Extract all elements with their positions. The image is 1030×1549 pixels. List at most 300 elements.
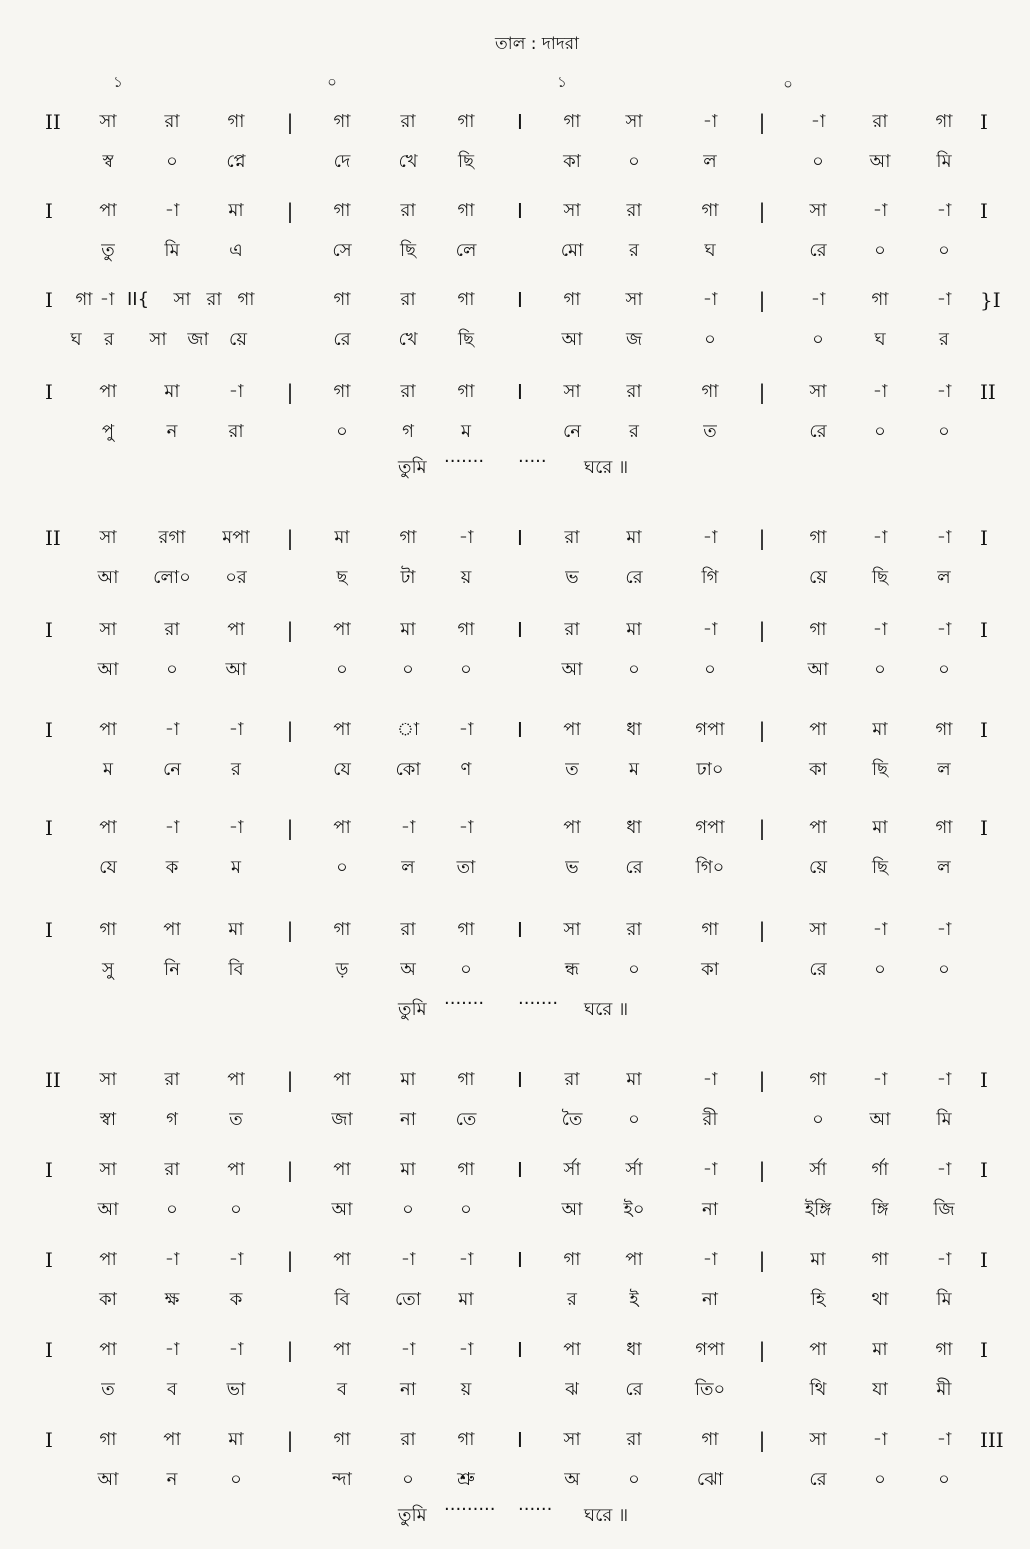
barline: | (758, 816, 766, 840)
swara-note: রা (626, 381, 642, 402)
barline: | (758, 110, 766, 134)
lyric-syllable: গি (701, 567, 719, 588)
barline: | (286, 918, 294, 942)
swara-note: র্গা (871, 1159, 889, 1180)
swara-note: -া (228, 817, 244, 838)
swara-note: -া (400, 817, 416, 838)
lyric-syllable: ০ (874, 421, 886, 442)
swara-note: গা (701, 381, 719, 402)
lyric-syllable: মা (458, 1289, 474, 1310)
lyric-syllable: জা (187, 329, 209, 350)
swara-note: রা (400, 289, 416, 310)
lyric-syllable: মি (164, 240, 180, 261)
swara-note: পা (563, 719, 581, 740)
swara-note: ধা (626, 1339, 642, 1360)
swara-note: মা (810, 1249, 826, 1270)
swara-note: ধা (626, 817, 642, 838)
lyric-syllable: জ (625, 329, 643, 350)
lyric-syllable: ০ (166, 1199, 178, 1220)
refrain-word: তুমি (398, 457, 427, 478)
lyric-syllable: মি (936, 1109, 952, 1130)
swara-note: মা (228, 919, 244, 940)
lyric-syllable: কা (809, 759, 827, 780)
barline: | (758, 288, 766, 312)
barline: I (517, 718, 523, 742)
lyric-syllable: তু (101, 240, 115, 261)
end-barline: I (980, 199, 988, 223)
swara-note: রা (164, 619, 180, 640)
swara-note: গা (935, 817, 953, 838)
lyric-syllable: ঘ (704, 240, 716, 261)
lyric-syllable: ছি (871, 567, 889, 588)
barline: | (758, 1428, 766, 1452)
swara-note: পা (99, 1339, 117, 1360)
swara-note: সা (99, 111, 117, 132)
lyric-syllable: র (939, 329, 949, 350)
lyric-syllable: তা (456, 857, 476, 878)
barline: I (517, 1248, 523, 1272)
swara-note: গা (701, 1429, 719, 1450)
lyric-syllable: ০ (460, 1199, 472, 1220)
barline: | (286, 380, 294, 404)
lyric-syllable: য় (460, 1379, 472, 1400)
lyric-syllable: রা (228, 421, 244, 442)
swara-note: গপা (695, 817, 725, 838)
lyric-syllable: সে (332, 240, 352, 261)
swara-note: -া (872, 919, 888, 940)
swara-note: রা (400, 111, 416, 132)
lyric-syllable: ০ (628, 959, 640, 980)
swara-note: র্সা (809, 1159, 827, 1180)
lyric-syllable: আ (869, 151, 891, 172)
lyric-syllable: ইঙ্গি (804, 1199, 832, 1220)
swara-note: গা (809, 527, 827, 548)
swara-note: গা (457, 919, 475, 940)
swara-note: -া (810, 111, 826, 132)
swara-note: পা (333, 1339, 351, 1360)
barline: I (517, 288, 523, 312)
barline: | (286, 1428, 294, 1452)
refrain-word: তুমি (398, 1505, 427, 1526)
start-barline: I (45, 1428, 53, 1452)
lyric-syllable: রে (333, 329, 351, 350)
end-barline: II (980, 380, 996, 404)
lyric-syllable: বি (228, 959, 244, 980)
swara-note: রা (564, 1069, 580, 1090)
lyric-syllable: ০ (336, 659, 348, 680)
barline: | (758, 1248, 766, 1272)
lyric-syllable: আ (97, 1199, 119, 1220)
lyric-syllable: লো০ (153, 567, 191, 588)
swara-note: পা (333, 1069, 351, 1090)
lyric-syllable: ম (461, 421, 471, 442)
swara-note: -া (99, 289, 115, 310)
refrain-word: ঘরে ॥ (584, 457, 629, 478)
swara-note: মা (626, 1069, 642, 1090)
lyric-syllable: য় (460, 567, 472, 588)
swara-note: পা (227, 1069, 245, 1090)
barline: | (286, 199, 294, 223)
lyric-syllable: ত (565, 759, 579, 780)
lyric-syllable: আ (807, 659, 829, 680)
lyric-syllable: ঝ (565, 1379, 579, 1400)
lyric-syllable: ই (629, 1289, 639, 1310)
lyric-syllable: আ (331, 1199, 353, 1220)
barline: | (286, 816, 294, 840)
end-barline: }I (980, 288, 1001, 312)
lyric-syllable: ক্ষ (164, 1289, 180, 1310)
swara-note: পা (99, 719, 117, 740)
lyric-syllable: ল (937, 567, 951, 588)
swara-note: -া (936, 1159, 952, 1180)
lyric-syllable: প্নে (226, 151, 246, 172)
swara-note: গা (701, 200, 719, 221)
lyric-syllable: ত (229, 1109, 243, 1130)
lyric-syllable: না (702, 1199, 718, 1220)
swara-note: সা (99, 527, 117, 548)
lyric-syllable: তৈ (561, 1109, 583, 1130)
lyric-syllable: ভ (565, 567, 579, 588)
barline: | (758, 199, 766, 223)
swara-note: -া (228, 1339, 244, 1360)
refrain-word: ঘরে ॥ (584, 999, 629, 1020)
start-barline: I (45, 1338, 53, 1362)
start-barline: II (45, 526, 61, 550)
refrain-dots: ····· (518, 451, 547, 472)
lyric-syllable: রে (625, 1379, 643, 1400)
start-barline: I (45, 718, 53, 742)
swara-note: রগা (158, 527, 186, 548)
barline: I (517, 526, 523, 550)
barline: | (286, 1248, 294, 1272)
lyric-syllable: ০ (874, 959, 886, 980)
lyric-syllable: মি (936, 1289, 952, 1310)
lyric-syllable: সু (102, 959, 114, 980)
swara-note: পা (809, 1339, 827, 1360)
barline: I (517, 1428, 523, 1452)
swara-note: -া (400, 1249, 416, 1270)
lyric-syllable: ০ (812, 1109, 824, 1130)
barline: I (517, 199, 523, 223)
beat-marker: ১ (557, 73, 567, 91)
lyric-syllable: ছ (336, 567, 348, 588)
lyric-syllable: ঙ্গি (871, 1199, 889, 1220)
swara-note: রা (626, 200, 642, 221)
lyric-syllable: ০ (628, 1109, 640, 1130)
swara-note: গা (701, 919, 719, 940)
swara-note: -া (458, 1249, 474, 1270)
lyric-syllable: ০ (938, 421, 950, 442)
lyric-syllable: আ (225, 659, 247, 680)
swara-note: -া (458, 527, 474, 548)
lyric-syllable: হি (810, 1289, 826, 1310)
swara-note: রা (400, 919, 416, 940)
lyric-syllable: র (629, 240, 639, 261)
swara-note: মা (400, 1069, 416, 1090)
lyric-syllable: ঘ (70, 329, 82, 350)
swara-note: গা (333, 200, 351, 221)
swara-note: পা (333, 1159, 351, 1180)
swara-note: র্সা (625, 1159, 643, 1180)
start-barline: I (45, 1248, 53, 1272)
swara-note: -া (228, 1249, 244, 1270)
swara-note: গা (333, 111, 351, 132)
swara-note: -া (164, 817, 180, 838)
barline: | (758, 718, 766, 742)
lyric-syllable: যা (872, 1379, 888, 1400)
lyric-syllable: ল (937, 857, 951, 878)
lyric-syllable: সা (149, 329, 167, 350)
swara-note: গা (99, 919, 117, 940)
lyric-syllable: ছি (871, 857, 889, 878)
swara-note: রা (400, 381, 416, 402)
lyric-syllable: শ্রু (457, 1469, 475, 1490)
swara-note: সা (809, 1429, 827, 1450)
swara-note: -া (936, 200, 952, 221)
swara-note: -া (458, 1339, 474, 1360)
swara-note: -া (936, 1069, 952, 1090)
lyric-syllable: ০ (460, 959, 472, 980)
swara-note: সা (99, 1159, 117, 1180)
end-barline: I (980, 618, 988, 642)
lyric-syllable: ল (401, 857, 415, 878)
lyric-syllable: র (104, 329, 114, 350)
lyric-syllable: থা (871, 1289, 889, 1310)
swara-note: মা (626, 527, 642, 548)
lyric-syllable: ০ (938, 659, 950, 680)
barline: | (758, 380, 766, 404)
swara-note: -া (164, 719, 180, 740)
swara-note: গা (399, 527, 417, 548)
swara-note: -া (936, 619, 952, 640)
start-barline: II (45, 1068, 61, 1092)
start-barline: I (45, 288, 53, 312)
beat-marker: ০ (327, 73, 337, 91)
swara-note: গা (333, 919, 351, 940)
beat-marker: ১ (113, 73, 123, 91)
lyric-syllable: রে (625, 857, 643, 878)
swara-note: রা (400, 1429, 416, 1450)
lyric-syllable: ল (937, 759, 951, 780)
end-barline: I (980, 110, 988, 134)
swara-note: রা (164, 1159, 180, 1180)
swara-note: -া (164, 200, 180, 221)
swara-note: -া (702, 1249, 718, 1270)
lyric-syllable: রে (625, 567, 643, 588)
lyric-syllable: কা (701, 959, 719, 980)
lyric-syllable: গি০ (695, 857, 725, 878)
lyric-syllable: যে (333, 759, 351, 780)
swara-note: মা (400, 619, 416, 640)
lyric-syllable: অ (564, 1469, 580, 1490)
swara-note: পা (809, 817, 827, 838)
swara-note: -া (872, 527, 888, 548)
swara-note: সা (809, 381, 827, 402)
swara-note: র্সা (563, 1159, 581, 1180)
lyric-syllable: ভা (226, 1379, 246, 1400)
lyric-syllable: পু (101, 421, 115, 442)
lyric-syllable: র (231, 759, 241, 780)
lyric-syllable: আ (97, 567, 119, 588)
lyric-syllable: রে (809, 240, 827, 261)
end-barline: III (980, 1428, 1004, 1452)
lyric-syllable: তি০ (694, 1379, 726, 1400)
lyric-syllable: ম (231, 857, 241, 878)
lyric-syllable: ঢা০ (696, 759, 724, 780)
swara-note: গা (333, 1429, 351, 1450)
swara-note: পা (99, 1249, 117, 1270)
refrain-dots: ······· (444, 451, 485, 472)
swara-note: -া (228, 381, 244, 402)
swara-note: সা (563, 381, 581, 402)
swara-note: পা (563, 1339, 581, 1360)
lyric-syllable: ০ (874, 1469, 886, 1490)
lyric-syllable: ড় (335, 959, 349, 980)
lyric-syllable: আ (869, 1109, 891, 1130)
lyric-syllable: ম (103, 759, 113, 780)
swara-note: সা (99, 1069, 117, 1090)
swara-note: গা (457, 200, 475, 221)
start-barline: I (45, 1158, 53, 1182)
lyric-syllable: ০ (166, 151, 178, 172)
barline: | (758, 1068, 766, 1092)
lyric-syllable: ০ (460, 659, 472, 680)
swara-note: সা (173, 289, 191, 310)
lyric-syllable: ০ (704, 329, 716, 350)
lyric-syllable: নি (164, 959, 180, 980)
lyric-syllable: কো (395, 759, 421, 780)
lyric-syllable: খে (398, 151, 418, 172)
swara-note: া (396, 719, 420, 740)
lyric-syllable: আ (97, 1469, 119, 1490)
barline: I (517, 618, 523, 642)
lyric-syllable: নে (162, 759, 182, 780)
lyric-syllable: য়ে (229, 329, 247, 350)
end-barline: I (980, 526, 988, 550)
start-barline: I (45, 618, 53, 642)
swara-note: -া (458, 719, 474, 740)
end-barline: I (980, 1248, 988, 1272)
swara-note: গা (457, 1429, 475, 1450)
swara-note: মা (626, 619, 642, 640)
swara-note: -া (936, 919, 952, 940)
swara-note: মা (872, 1339, 888, 1360)
swara-note: গপা (695, 1339, 725, 1360)
page-title: তাল : দাদরা (495, 34, 579, 54)
lyric-syllable: তো (394, 1289, 422, 1310)
swara-note: -া (872, 619, 888, 640)
lyric-syllable: ০ (402, 1199, 414, 1220)
lyric-syllable: ছি (457, 151, 475, 172)
barline: I (517, 1338, 523, 1362)
lyric-syllable: দে (333, 151, 351, 172)
swara-note: II{ (126, 289, 150, 310)
barline: | (286, 1338, 294, 1362)
lyric-syllable: ০ (628, 1469, 640, 1490)
refrain-dots: ······ (518, 1499, 553, 1520)
swara-note: গা (935, 719, 953, 740)
lyric-syllable: ক (229, 1289, 243, 1310)
swara-note: -া (872, 381, 888, 402)
lyric-syllable: ন (166, 1469, 178, 1490)
lyric-syllable: কা (563, 151, 581, 172)
swara-note: মা (872, 817, 888, 838)
barline: | (286, 526, 294, 550)
lyric-syllable: ছি (871, 759, 889, 780)
barline: | (758, 618, 766, 642)
lyric-syllable: ০ (628, 151, 640, 172)
swara-note: রা (400, 200, 416, 221)
lyric-syllable: কা (99, 1289, 117, 1310)
lyric-syllable: টা (400, 567, 416, 588)
lyric-syllable: ০ (166, 659, 178, 680)
swara-note: সা (563, 1429, 581, 1450)
lyric-syllable: তে (455, 1109, 477, 1130)
swara-note: গা (457, 1159, 475, 1180)
swara-note: -া (872, 1069, 888, 1090)
lyric-syllable: ঝো (696, 1469, 724, 1490)
lyric-syllable: অ (400, 959, 416, 980)
swara-note: পা (333, 619, 351, 640)
swara-note: -া (702, 527, 718, 548)
swara-note: রা (626, 919, 642, 940)
lyric-syllable: ত (101, 1379, 115, 1400)
refrain-word: ঘরে ॥ (584, 1505, 629, 1526)
lyric-syllable: ০ (938, 1469, 950, 1490)
lyric-syllable: ০ (874, 240, 886, 261)
barline: | (758, 1338, 766, 1362)
lyric-syllable: র (629, 421, 639, 442)
lyric-syllable: না (400, 1379, 416, 1400)
swara-note: গা (563, 111, 581, 132)
barline: | (286, 1068, 294, 1092)
end-barline: I (980, 1158, 988, 1182)
swara-note: পা (333, 817, 351, 838)
swara-note: পা (227, 619, 245, 640)
barline: I (517, 918, 523, 942)
lyric-syllable: লে (455, 240, 477, 261)
swara-note: -া (702, 289, 718, 310)
lyric-syllable: ০ (938, 240, 950, 261)
lyric-syllable: নে (562, 421, 582, 442)
swara-note: গা (563, 289, 581, 310)
swara-note: -া (810, 289, 826, 310)
swara-note: মা (228, 1429, 244, 1450)
swara-note: -া (164, 1249, 180, 1270)
swara-note: রা (564, 527, 580, 548)
swara-note: সা (625, 289, 643, 310)
lyric-syllable: ০ (704, 659, 716, 680)
swara-note: গা (871, 1249, 889, 1270)
lyric-syllable: ০ (812, 151, 824, 172)
swara-note: -া (936, 1249, 952, 1270)
lyric-syllable: রে (809, 421, 827, 442)
start-barline: I (45, 816, 53, 840)
swara-note: মা (228, 200, 244, 221)
swara-note: পা (163, 1429, 181, 1450)
lyric-syllable: ০ (628, 659, 640, 680)
lyric-syllable: ল (703, 151, 717, 172)
refrain-dots: ······· (518, 993, 559, 1014)
lyric-syllable: জা (331, 1109, 353, 1130)
barline: I (517, 110, 523, 134)
refrain-dots: ········· (444, 1499, 496, 1520)
swara-note: পা (99, 817, 117, 838)
lyric-syllable: ই০ (623, 1199, 645, 1220)
end-barline: I (980, 816, 988, 840)
lyric-syllable: ণ (460, 759, 472, 780)
lyric-syllable: গ (402, 421, 414, 442)
